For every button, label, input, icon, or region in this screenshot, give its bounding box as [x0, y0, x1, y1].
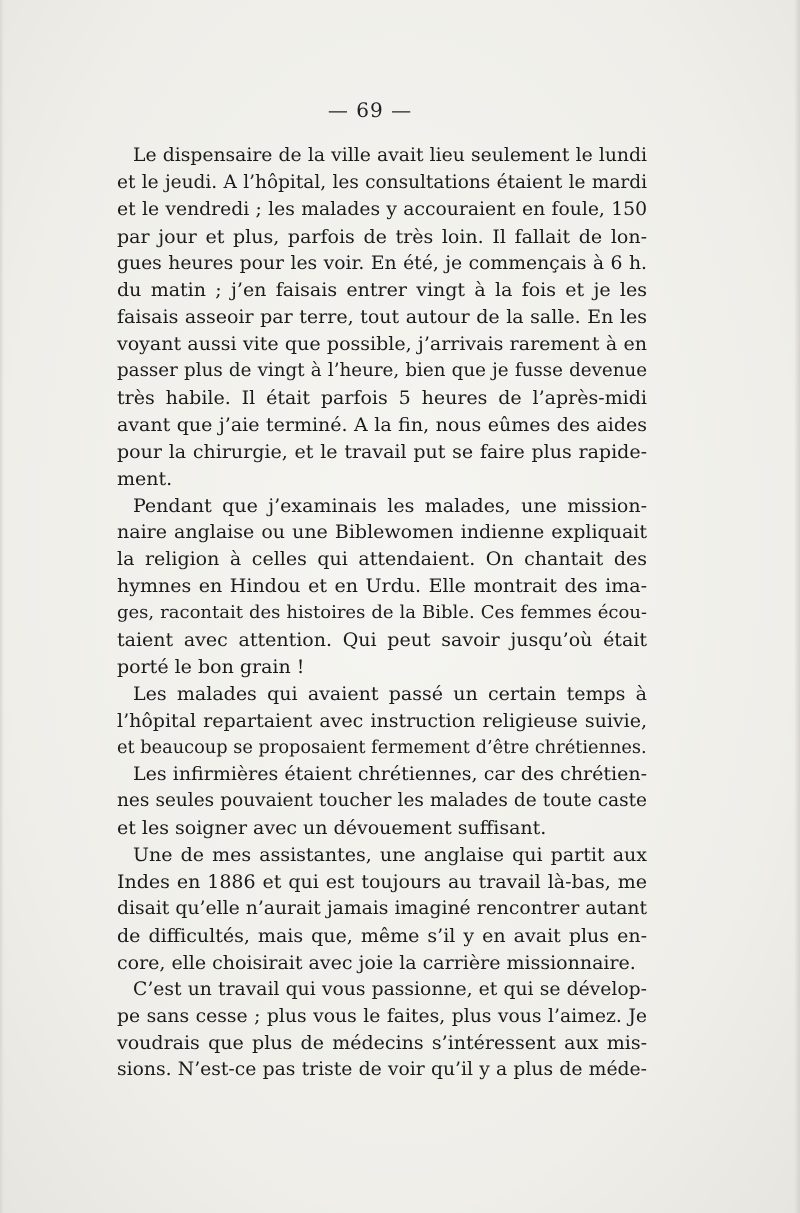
text-line: nes seules pouvaient toucher les malades de toute caste: [117, 790, 647, 812]
text-line: passer plus de vingt à l’heure, bien que je fusse devenue: [117, 360, 647, 382]
text-line: faisais asseoir par terre, tout autour de la salle. En les: [117, 306, 647, 329]
text-line: et le vendredi ; les malades y accouraient en foule, 150: [117, 198, 647, 220]
text-line: de difficultés, mais que, même s’il y en avait plus en-: [117, 924, 647, 947]
text-line: la religion à celles qui attendaient. On chantait des: [117, 548, 647, 571]
text-line: et le jeudi. A l’hôpital, les consultations étaient le mardi: [117, 171, 647, 193]
text-line: voyant aussi vite que possible, j’arrivais rarement à en: [117, 333, 647, 356]
text-line: Une de mes assistantes, une anglaise qui partit aux: [133, 844, 647, 867]
text-line: sions. N’est-ce pas triste de voir qu’il y a plus de méde-: [117, 1059, 647, 1081]
text-line: Pendant que j’examinais les malades, une mission-: [133, 494, 647, 517]
text-line: ment.: [117, 467, 173, 490]
text-line: disait qu’elle n’aurait jamais imaginé rencontrer autant: [117, 897, 647, 919]
text-line: très habile. Il était parfois 5 heures de l’après-midi: [117, 387, 647, 410]
text-line: ges, racontait des histoires de la Bible. Ces femmes écou-: [117, 602, 647, 624]
page-number: — 69 —: [327, 98, 413, 122]
text-line: l’hôpital repartaient avec instruction religieuse suivie,: [117, 709, 647, 732]
text-line: Le dispensaire de la ville avait lieu seulement le lundi: [133, 145, 647, 166]
text-line: C’est un travail qui vous passionne, et qui se dévelop-: [133, 978, 647, 1000]
body-text: [117, 143, 647, 1084]
text-line: pe sans cesse ; plus vous le faites, plus vous l’aimez. Je: [117, 1005, 647, 1027]
text-line: par jour et plus, parfois de très loin. Il fallait de lon-: [117, 225, 647, 248]
text-line: porté le bon grain !: [117, 655, 305, 678]
text-line: du matin ; j’en faisais entrer vingt à la fois et je les: [117, 279, 647, 302]
text-line: Indes en 1886 et qui est toujours au travail là-bas, me: [117, 871, 647, 894]
text-line: et beaucoup se proposaient fermement d’être chrétiennes.: [117, 737, 647, 758]
page-edge-shadow-left: [0, 0, 4, 1213]
text-line: naire anglaise ou une Biblewomen indienne expliquait: [117, 521, 647, 544]
text-line: Les malades qui avaient passé un certain temps à: [133, 682, 647, 705]
text-line: et les soigner avec un dévouement suffisant.: [117, 817, 547, 840]
text-line: voudrais que plus de médecins s’intéressent aux mis-: [117, 1032, 647, 1055]
text-line: core, elle choisirait avec joie la carrière missionnaire.: [117, 951, 636, 974]
text-line: pour la chirurgie, et le travail put se faire plus rapide-: [117, 440, 647, 463]
text-line: taient avec attention. Qui peut savoir jusqu’où était: [117, 629, 647, 652]
text-line: gues heures pour les voir. En été, je commençais à 6 h.: [117, 252, 647, 274]
text-line: avant que j’aie terminé. A la fin, nous eûmes des aides: [117, 413, 647, 436]
text-line: Les infirmières étaient chrétiennes, car des chrétien-: [133, 763, 647, 786]
text-line: hymnes en Hindou et en Urdu. Elle montrait des ima-: [117, 575, 647, 598]
page-edge-shadow-right: [794, 0, 800, 1213]
